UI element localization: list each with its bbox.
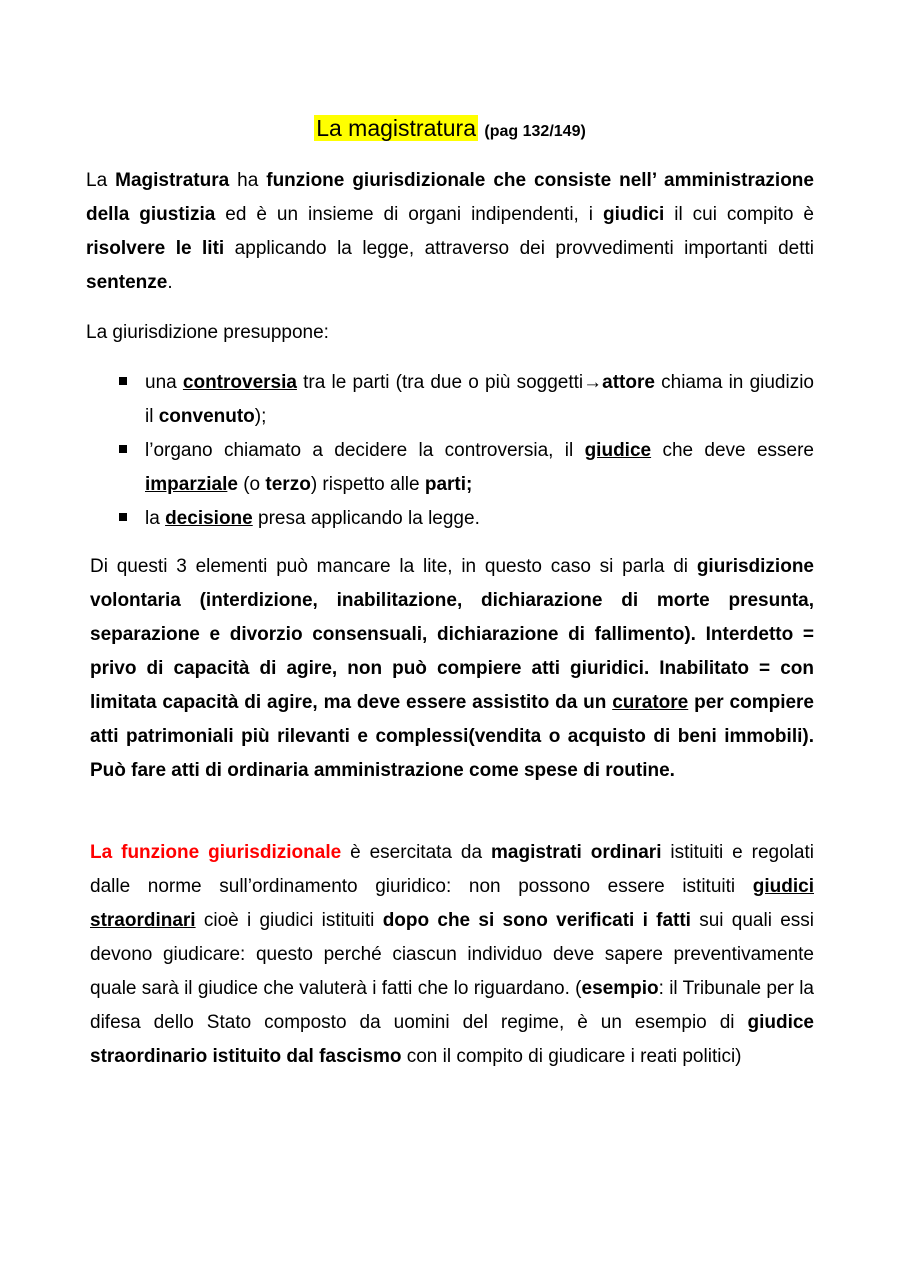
text-run-bold: convenuto: [158, 406, 255, 427]
text-run-bold-underline: controversia: [182, 372, 297, 393]
text-run-bold: terzo: [265, 474, 311, 495]
text-run-bold-underline: imparzial: [145, 474, 228, 495]
presupposition-intro: La giurisdizione presuppone:: [86, 322, 329, 343]
text-run: .: [167, 272, 173, 293]
text-run: istituiti e regolati dalle norme sull’ordinamento giuridico: non possono essere istituiti: [90, 842, 814, 897]
jurisdictional-function-paragraph: [90, 836, 814, 1074]
text-run: è esercitata da: [341, 842, 491, 863]
intro-paragraph: [86, 164, 814, 300]
page-title: [0, 112, 900, 148]
text-run: l’organo chiamato a decidere la controversia, il: [145, 440, 585, 461]
text-run: con il compito di giudicare i reati politici): [401, 1046, 742, 1067]
text-run: una: [145, 372, 183, 393]
list-item: [86, 366, 814, 434]
text-run: Di questi 3 elementi può mancare la lite, in questo caso si parla di: [90, 556, 697, 577]
text-run-bold: risolvere le liti: [86, 238, 225, 259]
text-run: che deve essere: [651, 440, 814, 461]
text-run: (o: [237, 474, 266, 495]
text-run-bold-underline: giudice: [584, 440, 652, 461]
list-item: [86, 434, 814, 502]
text-run: sui quali essi devono giudicare: questo perché ciascun individuo deve sapere preventivamente quale sarà il giudice che valuterà i fatti che lo riguardano. (: [90, 910, 815, 999]
text-run-bold: esempio: [581, 978, 659, 999]
text-run-bold: sentenze: [86, 272, 168, 293]
text-run-bold: per compiere atti patrimoniali più rilevanti e complessi(vendita o acquisto di beni immobili). Può fare atti di ordinaria amministrazione come spese di routine.: [90, 692, 814, 781]
list-item: [86, 502, 814, 536]
text-run-bold: giurisdizione volontaria (interdizione, inabilitazione, dichiarazione di morte presunta, separazione e divorzio consensuali, dichiarazione di fallimento). Interdetto = privo di capacità di agire, non può compiere atti giuridici. Inabilitato = con limitata capacità di agire, ma deve essere assistito da un: [90, 556, 814, 713]
text-run: cioè i giudici istituiti: [195, 910, 383, 931]
text-run-bold: dopo che si sono verificati i fatti: [382, 910, 691, 931]
right-arrow-icon: →: [583, 372, 603, 393]
text-run: chiama in giudizio il: [145, 372, 815, 427]
square-bullet-icon: [119, 445, 127, 453]
text-run: la: [145, 508, 166, 529]
text-run-bold: Magistratura: [115, 170, 230, 191]
text-run-red-bold: La funzione giurisdizionale: [90, 842, 342, 863]
text-run: tra le parti (tra due o più soggetti: [296, 372, 584, 393]
text-run-bold: magistrati ordinari: [491, 842, 662, 863]
text-run: La: [86, 170, 116, 191]
text-run-bold-underline: giudici straordinari: [90, 876, 814, 931]
square-bullet-icon: [119, 377, 127, 385]
text-run-bold: giudice straordinario istituito dal fascismo: [90, 1012, 814, 1067]
text-run: ha: [229, 170, 267, 191]
square-bullet-icon: [119, 513, 127, 521]
bullet-list: [86, 366, 814, 536]
title-page-range: (pag 132/149): [484, 123, 586, 140]
text-run-bold: e: [227, 474, 238, 495]
voluntary-jurisdiction-paragraph: [90, 550, 814, 788]
text-run: applicando la legge, attraverso dei provvedimenti importanti detti: [224, 238, 814, 259]
text-run: ed è un insieme di organi indipendenti, i: [215, 204, 604, 225]
text-run-bold: parti;: [424, 474, 473, 495]
text-run: : il Tribunale per la difesa dello Stato composto da uomini del regime, è un esempio di: [90, 978, 814, 1033]
text-run: );: [254, 406, 267, 427]
text-run-bold-underline: curatore: [612, 692, 689, 713]
text-run: il cui compito è: [664, 204, 814, 225]
text-run-bold: attore: [602, 372, 655, 393]
text-run: ) rispetto alle: [310, 474, 425, 495]
text-run-bold: giudici: [603, 204, 665, 225]
text-run: presa applicando la legge.: [252, 508, 480, 529]
title-main: La magistratura: [316, 115, 477, 141]
text-run-bold: funzione giurisdizionale che consiste nell’ amministrazione della giustizia: [86, 170, 814, 225]
text-run-bold-underline: decisione: [165, 508, 253, 529]
